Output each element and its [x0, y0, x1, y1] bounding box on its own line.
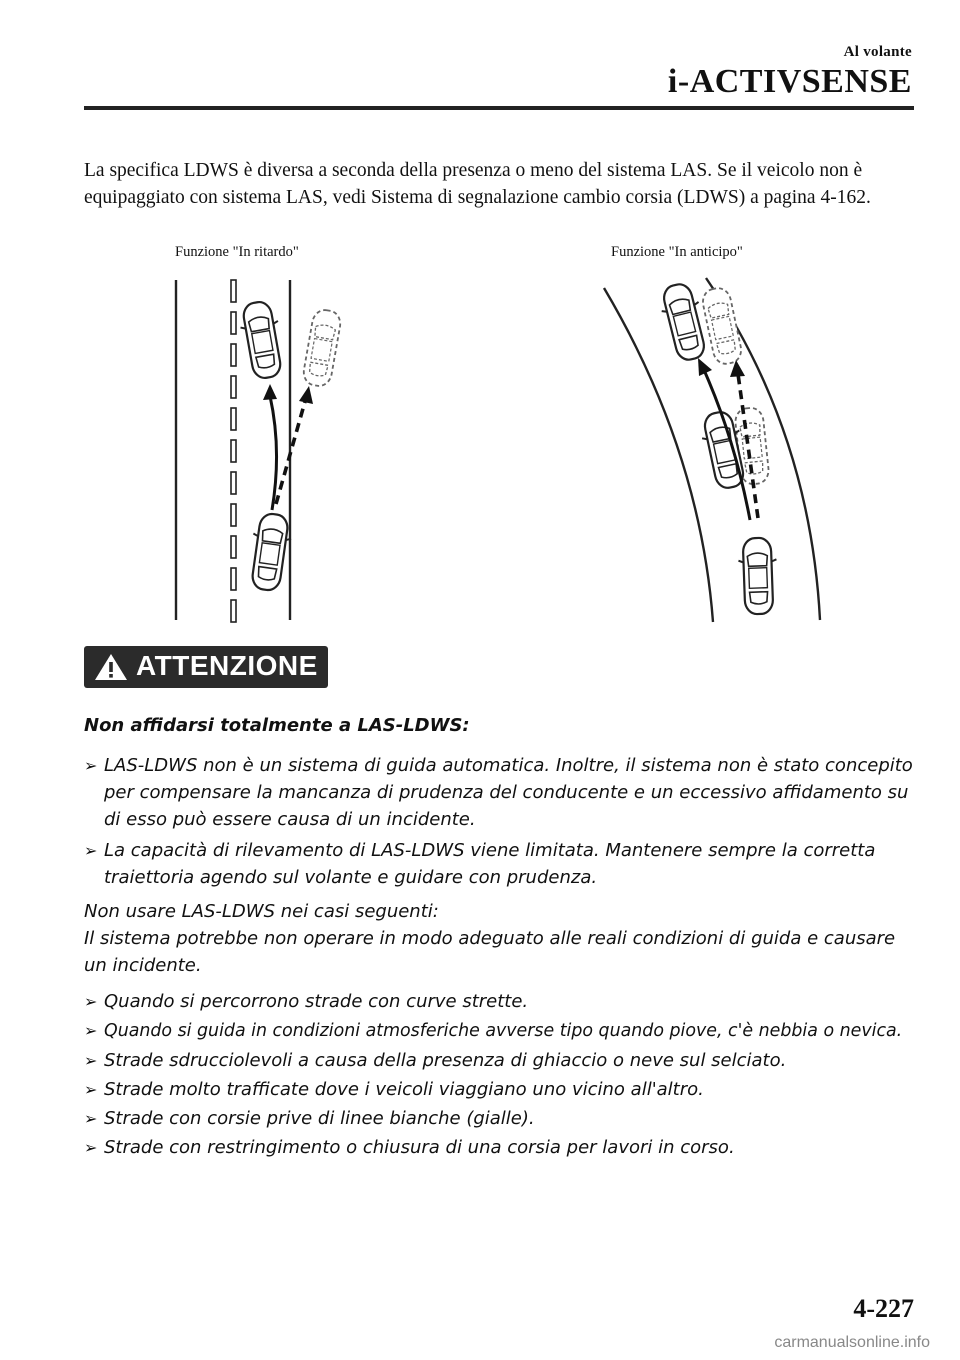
arrow-bullet-icon: ➢	[84, 1021, 98, 1040]
intro-paragraph: La specifica LDWS è diversa a seconda della presenza o meno del sistema LAS. Se il veicolo non è equipaggiato con sistema LAS, vedi Sistema di segnalazione cambio corsia (LDWS) a pagina 4-162.	[84, 160, 871, 208]
header-section	[668, 44, 912, 101]
caption-delayed: Funzione "In ritardo"	[175, 244, 299, 260]
caption-early: Funzione "In anticipo"	[611, 244, 743, 260]
list-item: ➢ Strade con corsie prive di linee bianche (gialle).	[84, 1105, 914, 1132]
car-start	[246, 512, 294, 593]
lane-dashes	[231, 280, 236, 622]
warning-triangle-icon	[94, 652, 128, 682]
usage-paragraph	[84, 898, 914, 979]
usage-line-2: Il sistema potrebbe non operare in modo adeguato alle reali condizioni di guida e causare un incidente.	[84, 928, 896, 976]
page-title: i-ACTIVSENSE	[667, 63, 912, 100]
list-item: ➢ Strade molto trafficate dove i veicoli viaggiano uno vicino all'altro.	[84, 1076, 914, 1103]
warning-heading: Non affidarsi totalmente a LAS-LDWS:	[84, 715, 470, 736]
list-item: ➢ Quando si percorrono strade con curve strette.	[84, 988, 914, 1015]
cases-bullet-list	[84, 988, 914, 1163]
list-item: ➢ Quando si guida in condizioni atmosferiche avverse tipo quando piove, c'è nebbia o nevica.	[84, 1017, 914, 1045]
section-label: Al volante	[843, 44, 912, 60]
arrow-bullet-icon: ➢	[84, 1051, 98, 1070]
arrow-bullet-icon: ➢	[84, 1138, 98, 1157]
car-corrected	[237, 299, 288, 380]
corrected-path-arrow	[270, 396, 277, 510]
car-start-curve	[738, 537, 779, 614]
arrow-bullet-icon: ➢	[84, 756, 98, 775]
list-item: ➢ Strade sdrucciolevoli a causa della presenza di ghiaccio o neve sul selciato.	[84, 1047, 914, 1074]
header-rule	[84, 106, 914, 110]
warning-label: ATTENZIONE	[136, 650, 318, 681]
warning-banner	[84, 646, 328, 688]
list-item: ➢ La capacità di rilevamento di LAS-LDWS viene limitata. Mantenere sempre la corretta traiettoria agendo sul volante e guidare con prudenza.	[84, 837, 914, 891]
usage-line-1: Non usare LAS-LDWS nei casi seguenti:	[84, 901, 439, 922]
arrow-bullet-icon: ➢	[84, 1109, 98, 1128]
list-item: ➢ LAS-LDWS non è un sistema di guida automatica. Inoltre, il sistema non è stato concepito per compensare la mancanza di prudenza del conducente e un eccessivo affidamento su di esso può essere causa di un incidente.	[84, 752, 914, 833]
arrow-bullet-icon: ➢	[84, 992, 98, 1011]
lane-diagram	[0, 270, 960, 630]
watermark: carmanualsonline.info	[774, 1334, 930, 1351]
car-corrected-top	[656, 281, 711, 364]
page-number: 4-227	[853, 1294, 914, 1323]
list-item: ➢ Strade con restringimento o chiusura di una corsia per lavori in corso.	[84, 1134, 914, 1161]
straight-road-diagram	[176, 280, 342, 622]
arrow-bullet-icon: ➢	[84, 1080, 98, 1099]
arrow-bullet-icon: ➢	[84, 841, 98, 860]
warning-bullet-list	[84, 752, 914, 895]
curved-road-diagram	[604, 278, 820, 622]
car-ghost-outline-top	[700, 286, 743, 366]
car-ghost-outline	[302, 308, 343, 388]
